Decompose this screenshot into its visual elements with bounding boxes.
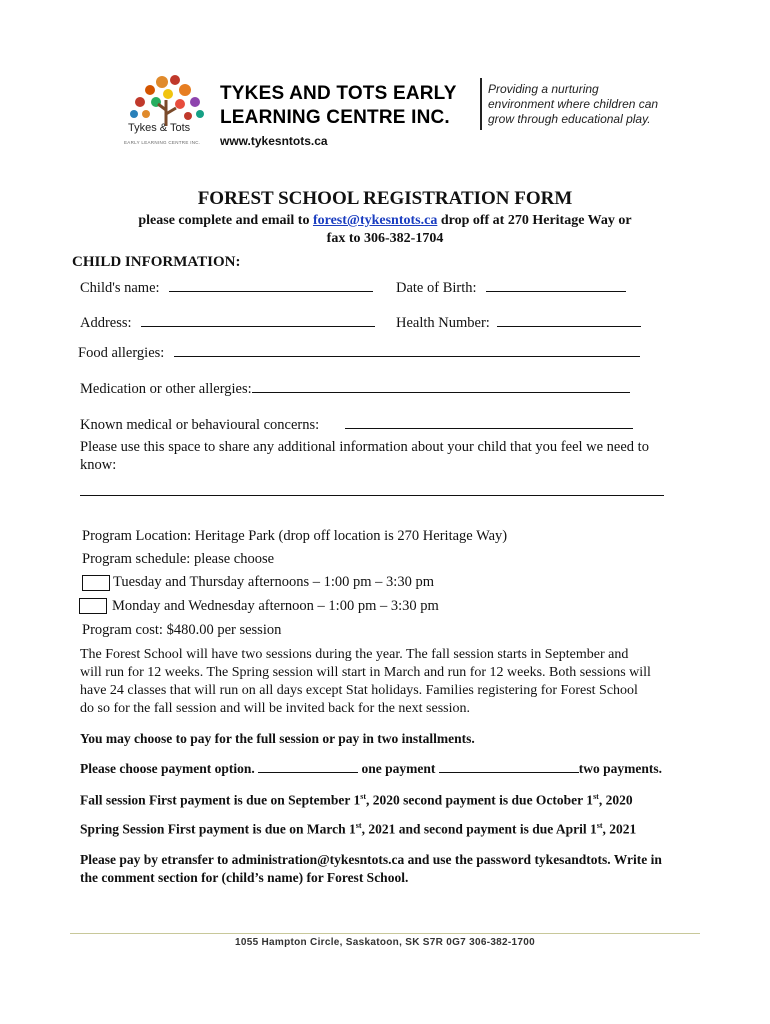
one-payment-label: one payment (358, 761, 439, 776)
header-divider (480, 78, 482, 130)
tagline (488, 82, 688, 127)
childs-name-field[interactable] (169, 279, 373, 292)
concerns-row (80, 416, 633, 434)
program-location: Program Location: Heritage Park (drop off location is 270 Heritage Way) (82, 528, 508, 544)
tagline-line2: environment where children can (488, 97, 659, 111)
tagline-line1: Providing a nurturing (488, 82, 599, 96)
dob-row (396, 279, 626, 297)
org-name-line2: LEARNING CENTRE INC. (220, 107, 450, 128)
payment-option-label: Please choose payment option. (80, 761, 259, 776)
medication-label: Medication or other allergies: (80, 381, 252, 397)
dob-field[interactable] (486, 279, 626, 292)
health-number-label: Health Number: (396, 315, 490, 331)
address-field[interactable] (141, 314, 375, 327)
concerns-field[interactable] (345, 416, 633, 429)
spring-text-c: , 2021 (602, 821, 637, 837)
instructions-prefix: please complete and email to (138, 213, 313, 228)
session-line1: The Forest School will have two sessions during the year. The fall session starts in September and (80, 647, 629, 662)
fall-sup2: st (593, 792, 599, 801)
logo (120, 70, 215, 155)
health-number-field[interactable] (497, 314, 641, 327)
tagline-line3: grow through educational play. (488, 112, 651, 126)
session-line2: will run for 12 weeks. The Spring session will start in March and run for 12 weeks. Both sessions will (80, 665, 651, 680)
instructions-suffix: drop off at 270 Heritage Way or (437, 213, 632, 228)
spring-sup2: st (596, 821, 603, 830)
dob-label: Date of Birth: (396, 280, 477, 296)
address-label: Address: (80, 315, 132, 331)
form-title: FOREST SCHOOL REGISTRATION FORM (197, 188, 573, 209)
tuesday-thursday-option: Tuesday and Thursday afternoons – 1:00 pm – 3:30 pm (113, 574, 434, 590)
etransfer-instructions (80, 851, 662, 887)
tuesday-thursday-checkbox[interactable] (82, 575, 110, 591)
fall-session-dates (80, 792, 633, 809)
additional-info-line1: Please use this space to share any additional information about your child that you feel we need to (80, 439, 649, 455)
spring-session-dates (80, 821, 636, 838)
instructions-fax: fax to 306-382-1704 (326, 231, 444, 246)
food-allergies-label: Food allergies: (78, 345, 165, 361)
concerns-label: Known medical or behavioural concerns: (80, 417, 320, 433)
instructions (0, 212, 770, 248)
program-cost: Program cost: $480.00 per session (82, 622, 282, 638)
etransfer-line1: Please pay by etransfer to administration@tykesntots.ca and use the password tykesandtots. Write in (80, 852, 662, 867)
spring-text-a: Spring Session First payment is due on March 1 (80, 821, 356, 837)
fall-text-b: , 2020 second payment is due October 1 (366, 792, 594, 808)
childs-name-label: Child's name: (80, 280, 160, 296)
two-payments-field[interactable] (439, 760, 579, 773)
monday-wednesday-checkbox[interactable] (79, 598, 107, 614)
footer-divider (70, 933, 700, 934)
two-payments-label: two payments. (578, 761, 662, 776)
fall-text-a: Fall session First payment is due on September 1 (80, 792, 361, 808)
additional-info-field[interactable] (80, 495, 664, 496)
medication-row (80, 380, 630, 398)
additional-info-line2: know: (80, 457, 117, 473)
child-info-heading: CHILD INFORMATION: (72, 254, 241, 270)
organization-name (220, 82, 457, 130)
spring-text-b: , 2021 and second payment is due April 1 (361, 821, 597, 837)
fall-sup1: st (360, 792, 367, 801)
one-payment-field[interactable] (258, 760, 358, 773)
org-name-line1: TYKES AND TOTS EARLY (220, 83, 457, 104)
email-link[interactable]: forest@tykesntots.ca (312, 213, 438, 228)
logo-text: Tykes & Tots (128, 122, 191, 134)
etransfer-line2: the comment section for (child’s name) for Forest School. (80, 870, 409, 885)
food-allergies-row (78, 344, 640, 362)
session-description (80, 646, 710, 718)
additional-info (80, 438, 649, 474)
food-allergies-field[interactable] (174, 344, 640, 357)
website: www.tykesntots.ca (220, 134, 328, 148)
session-line4: do so for the fall session and will be invited back for the next session. (80, 701, 470, 716)
medication-field[interactable] (252, 380, 630, 393)
program-schedule-label: Program schedule: please choose (82, 551, 275, 567)
payment-option-row (80, 760, 662, 777)
payment-choice-note: You may choose to pay for the full session or pay in two installments. (80, 731, 475, 746)
childs-name-row (80, 279, 373, 297)
footer-address: 1055 Hampton Circle, Saskatoon, SK S7R 0G7 306-382-1700 (235, 937, 535, 948)
spring-sup1: st (355, 821, 362, 830)
session-line3: have 24 classes that will run on all days except Stat holidays. Families registering for Forest School (80, 683, 638, 698)
address-row (80, 314, 375, 332)
fall-text-c: , 2020 (598, 792, 633, 808)
monday-wednesday-option: Monday and Wednesday afternoon – 1:00 pm – 3:30 pm (112, 598, 439, 614)
logo-subtext: EARLY LEARNING CENTRE INC. (124, 140, 201, 145)
health-number-row (396, 314, 641, 332)
